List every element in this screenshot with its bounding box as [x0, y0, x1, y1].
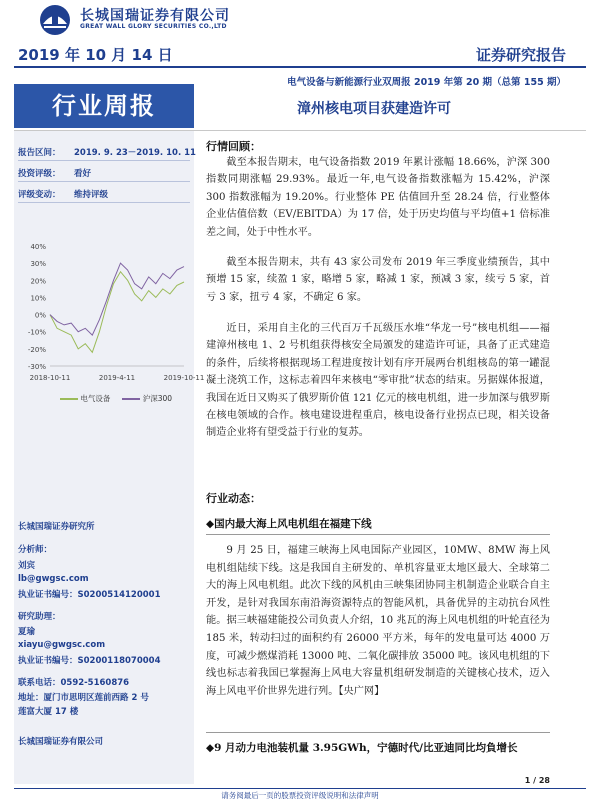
meta-rating-value: 看好 — [74, 169, 92, 179]
contact-address-line2: 莲富大厦 17 楼 — [18, 707, 79, 717]
assistant-name: 夏瑜 — [18, 627, 36, 637]
legend-label-series-2: 沪深300 — [142, 394, 173, 403]
legal-notice: 请务阅最后一页的股票投资评级说明和法律声明 — [221, 791, 379, 800]
company-logo — [38, 4, 72, 36]
company-name-cn: 长城国瑞证券有限公司 — [80, 8, 230, 24]
news-divider — [206, 732, 550, 733]
x-tick-label: 2019-10-11 — [163, 374, 205, 382]
meta-divider — [18, 181, 190, 182]
analyst-email[interactable]: lb@gwgsc.com — [18, 574, 89, 584]
market-review-paragraph-1: 截至本报告期末，电气设备指数 2019 年累计涨幅 18.66%，沪深 300 指数同期涨幅 29.93%。最近一年,电气设备指数涨幅为 15.42%，沪深 300 指数涨幅为 19.20%。行业整体 PE 估值回升至 28.24 倍，行业整体企业估值倍数（EV/EBITDA）为 17 倍，处于历史均值与平均值+1 倍标准差之间，处于中性水平。 — [206, 157, 550, 238]
header-rule — [14, 66, 586, 68]
page-title: 漳州核电项目获建造许可 — [297, 101, 451, 117]
meta-change-value: 维持评级 — [74, 190, 109, 200]
meta-period-label: 报告区间： — [18, 148, 61, 158]
assistant-cert: 执业证书编号：S0200118070004 — [18, 656, 161, 666]
analyst-cert: 执业证书编号：S0200514120001 — [18, 590, 161, 600]
y-tick-label: 10% — [30, 294, 46, 303]
assistant-title: 研究助理： — [18, 612, 61, 622]
analyst-name: 刘宾 — [18, 561, 36, 571]
y-tick-label: -10% — [27, 328, 46, 337]
market-review-heading: 行情回顾： — [206, 140, 261, 153]
footer-company: 长城国瑞证券有限公司 — [18, 737, 104, 747]
meta-divider — [18, 202, 190, 203]
series-line-2 — [50, 263, 184, 335]
chart-legend — [60, 393, 172, 404]
meta-period-value: 2019. 9. 23－2019. 10. 11 — [74, 148, 196, 158]
y-tick-label: -20% — [27, 345, 46, 354]
report-type: 证券研究报告 — [475, 46, 566, 64]
analyst-title: 分析师： — [18, 545, 53, 555]
contact-address-line1: 地址：厦门市思明区莲前西路 2 号 — [18, 693, 149, 703]
news-divider — [206, 534, 550, 535]
industry-news-heading: 行业动态： — [206, 492, 261, 505]
y-tick-label: 20% — [30, 277, 46, 286]
y-tick-label: 30% — [30, 260, 46, 269]
meta-divider — [18, 160, 190, 161]
page-number: 1 / 28 — [524, 776, 550, 785]
y-tick-label: 0% — [34, 311, 46, 320]
assistant-email[interactable]: xiayu@gwgsc.com — [18, 640, 106, 650]
report-subtitle: 电气设备与新能源行业双周报 2019 年第 20 期（总第 155 期） — [287, 77, 566, 88]
report-date: 2019 年 10 月 14 日 — [18, 46, 173, 64]
x-tick-label: 2018-10-11 — [29, 374, 71, 382]
footer-rule — [14, 788, 586, 789]
market-review-paragraph-2: 截至本报告期末，共有 43 家公司发布 2019 年三季度业绩预告，其中预增 15 家，续盈 1 家，略增 5 家，略减 1 家，预减 3 家，续亏 5 家，首亏 3 家，扭亏 4 家，不确定 6 家。 — [206, 257, 550, 303]
meta-change — [18, 188, 108, 200]
news-item-2-title: ◆9 月动力电池装机量 3.95GWh，宁德时代/比亚迪同比均負增长 — [206, 742, 518, 754]
meta-rating-label: 投资评级： — [18, 169, 61, 179]
meta-change-label: 评级变动： — [18, 190, 61, 200]
series-line-1 — [50, 272, 184, 353]
legend-swatch-series-1 — [60, 398, 78, 400]
meta-rating — [18, 167, 91, 179]
market-review-paragraph-3: 近日，采用自主化的三代百万千瓦级压水堆“华龙一号”核电机组——福建漳州核电 1、2 号机组获得核安全局颁发的建造许可证，具备了正式建造的条件，后续将根据现场工程进度按计划有序开展两台机组核岛的第一罐混凝土浇筑工作，这标志着四年来核电“零审批”状态的结束。另据媒体报道，我国在近日又购买了俄罗斯价值 121 亿元的核电机组，进一步加深与俄罗斯在核电领域的合作。核电建设进程重启，核电设备行业拐点已现，相关设备制造企业将有望受益于行业的复苏。 — [206, 323, 550, 439]
y-tick-label: -30% — [27, 363, 46, 371]
legend-label-series-1: 电气设备 — [80, 394, 111, 403]
index-performance-chart — [14, 236, 205, 386]
weekly-label: 行业周报 — [14, 84, 194, 128]
company-name-en: GREAT WALL GLORY SECURITIES CO.,LTD — [80, 23, 227, 30]
research-institute: 长城国瑞证券研究所 — [18, 522, 95, 532]
meta-period — [18, 146, 196, 158]
contact-phone: 联系电话：0592-5160876 — [18, 678, 130, 688]
x-tick-label: 2019-4-11 — [98, 374, 136, 382]
legend-swatch-series-2 — [122, 398, 140, 400]
news-item-1-text: 9 月 25 日，福建三峡海上风电国际产业园区，10MW、8MW 海上风电机组陆续下线。这是我国自主研发的、单机容量亚太地区最大、全球第二大的海上风电机组。此次下线的风机由三峡集团协同主机制造企业联合自主开发，是针对我国东南沿海资源特点的智能风机，具备优异的主动抗台风性能。据三峡福建能投公司负责人介绍，10 兆瓦的海上风电机组的叶轮直径为 185 米，转动扫过的面积约有 26000 平方米，每年的发电量可达 4000 万度，可减少燃煤消耗 13000 吨、二氧化碳排放 35000 吨。该风电机组的下线也标志着我国已掌握海上风电大容量机组研发制造的关键核心技术，迈入海上风电平价世界先进行列。【央广网】 — [206, 545, 550, 697]
news-item-1-title: ◆国内最大海上风电机组在福建下线 — [206, 518, 372, 530]
y-tick-label: 40% — [30, 243, 46, 251]
